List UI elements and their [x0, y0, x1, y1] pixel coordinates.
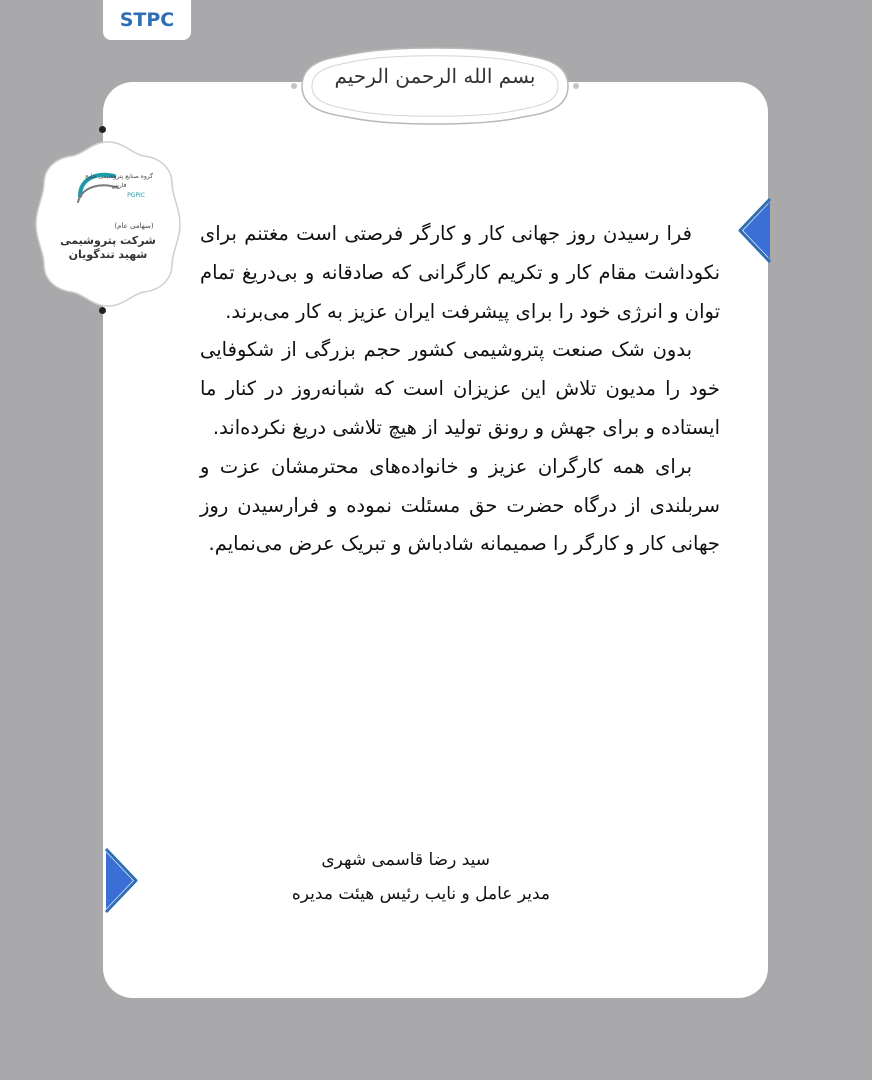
- decorative-triangle-right: [734, 193, 774, 268]
- decorative-triangle-left: [102, 843, 142, 918]
- message-paragraph-2: بدون شک صنعت پتروشیمی کشور حجم بزرگی از شکوفایی خود را مدیون تلاش این عزیزان است که شبانه‌روز در کنار ما ایستاده و برای جهش و رونق تولید از هیچ تلاشی دریغ نکرده‌اند.: [200, 338, 720, 439]
- signatory-name: سید رضا قاسمی شهری: [321, 850, 490, 870]
- brand-label: STPC: [119, 9, 175, 31]
- ornament-dot-top: [99, 126, 106, 133]
- company-logo: [32, 138, 184, 310]
- brand-badge: [103, 0, 191, 40]
- logo-group-abbr: PGPIC: [127, 192, 145, 199]
- logo-company-name: شرکت پتروشیمی شهید تندگویان: [60, 234, 156, 261]
- signatory-title: مدیر عامل و نایب رئیس هیئت مدیره: [291, 884, 550, 904]
- message-paragraph-1: فرا رسیدن روز جهانی کار و کارگر فرصتی است مغتنم برای نکوداشت مقام کار و تکریم کارگرانی که صادقانه و بی‌دریغ تمام توان و انرژی خود را برای پیشرفت ایران عزیز به کار می‌برند.: [200, 222, 720, 323]
- signature-block: [150, 843, 550, 911]
- basmala-frame: [282, 40, 588, 132]
- logo-company-type: (سهامی عام): [114, 222, 154, 230]
- message-body: [200, 215, 720, 564]
- basmala-text: بسم الله الرحمن الرحیم: [334, 64, 536, 88]
- logo-group-name: گروه صنایع پتروشیمی خلیج فارس: [85, 173, 153, 189]
- message-paragraph-3: برای همه کارگران عزیز و خانواده‌های محترمشان عزت و سربلندی از درگاه حضرت حق مسئلت نموده و فرارسیدن روز جهانی کار و کارگر را صمیمانه شادباش و تبریک عرض می‌نمایم.: [200, 454, 720, 556]
